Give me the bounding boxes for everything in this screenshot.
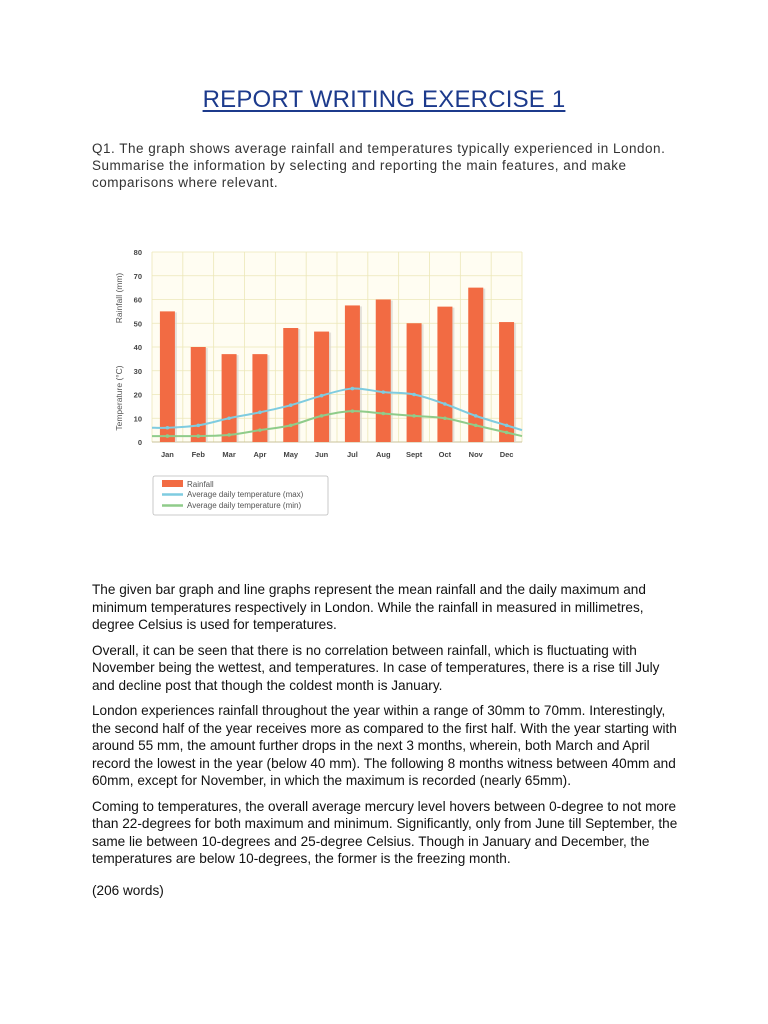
page-title: REPORT WRITING EXERCISE 1 [202,86,566,113]
x-tick-label: Jun [314,450,329,459]
rainfall-bar [222,354,237,442]
rainfall-temperature-chart [110,238,530,523]
x-tick-label: Aug [375,450,391,459]
rainfall-bar [314,332,329,442]
temp-min-point [289,424,293,428]
temp-min-point [505,431,509,435]
temp-min-point [227,433,231,437]
y-tick-label: 10 [133,414,142,424]
paragraph-intro: The given bar graph and line graphs represent the mean rainfall and the daily maximum and minimum temperatures respectively in London. While the rainfall in measured in millimetres, degree Celsius is used for temperatures. [92,582,646,632]
x-tick-label: Mar [222,450,236,459]
x-tick-label: Jan [160,450,174,459]
temp-min-point [443,416,447,420]
temp-max-point [381,390,385,394]
temp-min-point [381,412,385,416]
temp-max-point [474,414,478,418]
temp-max-point [443,402,447,406]
question-line-1: Q1. The graph shows average rainfall and temperatures typically experienced in London. [92,141,666,156]
y-tick-label: 60 [133,295,142,305]
temp-max-point [351,387,355,391]
y-tick-label: 0 [137,438,142,447]
rainfall-bar [345,305,360,442]
temp-max-point [196,424,200,428]
temp-max-point [166,426,170,430]
question-block [92,140,692,191]
x-tick-label: Dec [499,450,514,459]
rainfall-bar [160,311,175,442]
x-tick-label: May [283,450,299,459]
temp-min-point [258,428,262,432]
legend-max-label: Average daily temperature (max) [187,490,304,499]
rainfall-bar [407,323,422,442]
y-tick-label: 20 [133,390,142,400]
rainfall-bar [376,300,391,443]
y-tick-label: 80 [133,248,142,257]
rainfall-bar [437,307,452,442]
y-tick-label: 40 [133,343,142,352]
x-tick-label: Nov [468,450,483,459]
chart-svg [110,238,530,523]
temp-min-point [412,414,416,418]
temp-min-point [196,434,200,438]
y-axis-label-temperature: Temperature (°C) [114,365,124,431]
rainfall-bar [468,288,483,442]
x-tick-label: Oct [438,450,452,459]
legend-min-label: Average daily temperature (min) [187,501,302,510]
temp-min-point [166,434,170,438]
temp-max-point [258,411,262,415]
temp-min-point [351,409,355,413]
y-tick-label: 50 [133,319,142,329]
paragraph-overview: Overall, it can be seen that there is no correlation between rainfall, which is fluctuating with November being the wettest, and temperatures. In case of temperatures, there is a rise till July and decline post that though the coldest month is January. [92,642,660,693]
temp-max-point [227,416,231,420]
temp-max-point [289,403,293,407]
paragraph-temperature: Coming to temperatures, the overall average mercury level hovers between 0-degree to not more than 22-degrees for both maximum and minimum. Significantly, only from June till September, the same lie between 10-degrees and 25-degree Celsius. Though in January and December, the temperatures are below 10-degrees, the former is the freezing month. [92,798,678,866]
temp-min-point [320,414,324,418]
temp-max-point [412,393,416,397]
temp-max-point [505,424,509,428]
x-tick-label: Sept [405,450,423,459]
rainfall-bar [191,347,206,442]
question-line-2: Summarise the information by selecting and reporting the main features, and make comparisons where relevant. [92,158,627,190]
x-tick-label: Apr [253,450,267,459]
legend-rainfall-swatch [162,480,183,487]
y-axis-label-rainfall: Rainfall (mm) [114,272,124,324]
paragraph-rainfall: London experiences rainfall throughout the year within a range of 30mm to 70mm. Interestingly, the second half of the year receives more as compared to the first half. With the year starting with around 55 mm, the amount further drops in the next 3 months, wherein, both March and April record the lowest in the year (below 40 mm). The following 8 months witness between 40mm and 60mm, except for November, in which the maximum is recorded (nearly 65mm). [92,703,677,788]
x-tick-label: Jul [346,450,358,459]
legend-rainfall-label: Rainfall [187,480,214,489]
chart-legend [153,476,328,515]
word-count: (206 words) [92,882,164,898]
y-tick-label: 70 [133,271,142,281]
temp-min-point [474,424,478,428]
report-body [92,581,682,907]
x-tick-label: Feb [191,450,205,459]
y-tick-label: 30 [133,366,142,376]
temp-max-point [320,394,324,398]
